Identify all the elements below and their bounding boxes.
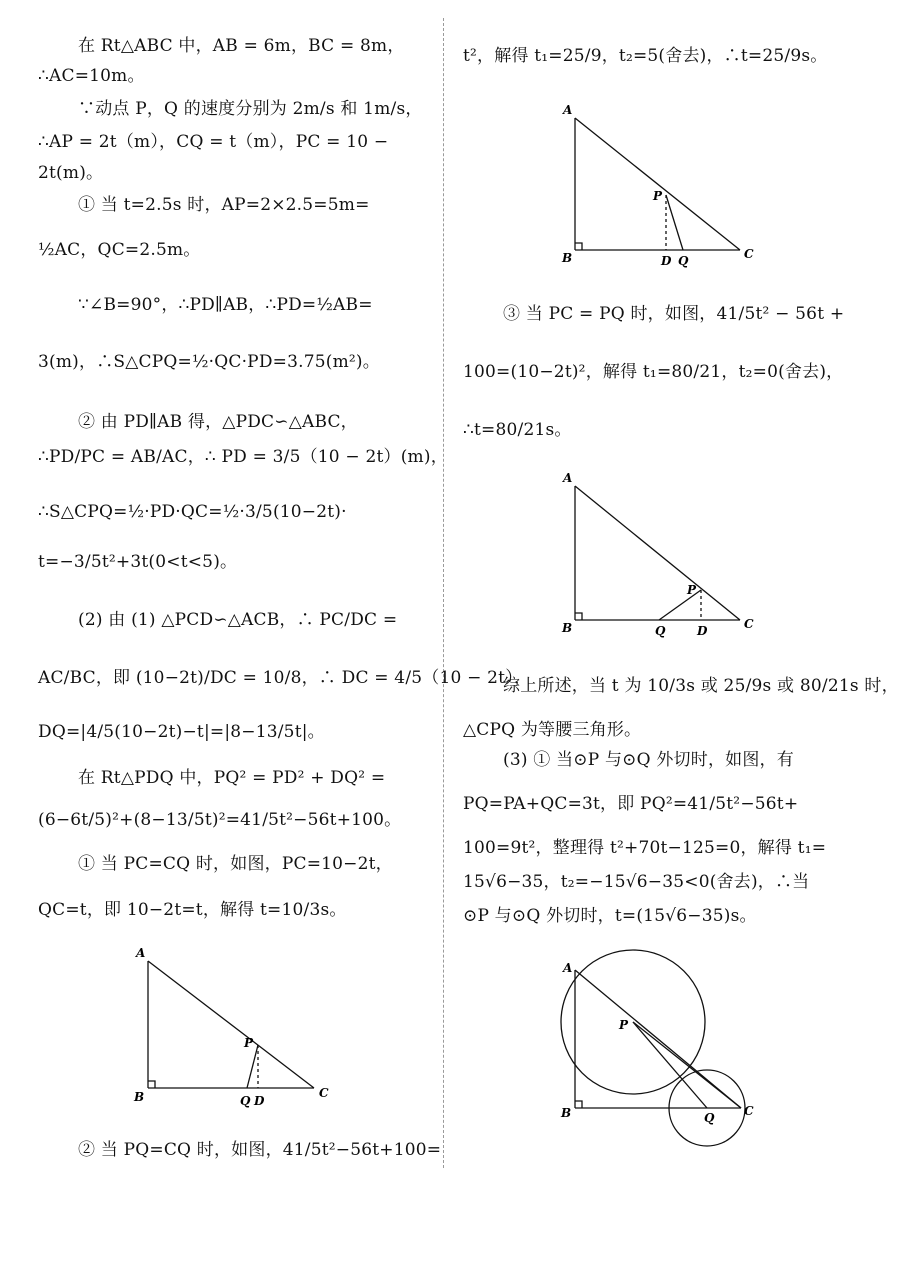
- point-label-p: P: [619, 1018, 629, 1032]
- text-line: ∵∠B=90°，∴PD∥AB，∴PD=½AB=: [78, 295, 373, 315]
- text-line: 在 Rt△ABC 中，AB = 6m，BC = 8m，: [78, 36, 405, 56]
- text-line: DQ=|4/5(10−2t)−t|=|8−13/5t|。: [38, 722, 325, 742]
- text-line: t²，解得 t₁=25/9，t₂=5(舍去)，∴t=25/9s。: [463, 46, 828, 66]
- text-line: 100=(10−2t)²，解得 t₁=80/21，t₂=0(舍去)，: [463, 362, 844, 382]
- point-label-c: C: [744, 617, 754, 631]
- point-label-b: B: [562, 251, 573, 265]
- point-label-q: Q: [704, 1111, 715, 1125]
- text-line: ① 当 PC=CQ 时，如图，PC=10−2t，: [78, 854, 393, 874]
- point-label-p: P: [244, 1036, 254, 1050]
- text-line: (3) ① 当⊙P 与⊙Q 外切时，如图，有: [503, 750, 794, 770]
- point-label-a: A: [563, 961, 573, 975]
- point-label-c: C: [744, 1104, 754, 1118]
- point-label-c: C: [744, 247, 754, 261]
- text-line: (2) 由 (1) △PCD∽△ACB，∴ PC/DC =: [78, 610, 398, 630]
- text-line: ② 由 PD∥AB 得，△PDC∽△ABC，: [78, 412, 358, 432]
- point-label-d: D: [697, 624, 708, 638]
- point-label-b: B: [562, 621, 573, 635]
- point-label-q: Q: [240, 1094, 251, 1108]
- text-line: ② 当 PQ=CQ 时，如图，41/5t²−56t+100=: [78, 1140, 442, 1160]
- point-label-p: P: [653, 189, 663, 203]
- point-label-p: P: [687, 583, 697, 597]
- text-line: QC=t，即 10−2t=t，解得 t=10/3s。: [38, 900, 347, 920]
- text-line: 综上所述，当 t 为 10/3s 或 25/9s 或 80/21s 时，: [503, 676, 899, 696]
- text-line: 15√6−35，t₂=−15√6−35<0(舍去)，∴当: [463, 872, 810, 892]
- text-line: ∴S△CPQ=½·PD·QC=½·3/5(10−2t)·: [38, 502, 347, 522]
- point-label-a: A: [563, 103, 573, 117]
- point-label-q: Q: [655, 624, 666, 638]
- text-line: ∴t=80/21s。: [463, 420, 572, 440]
- text-line: 2t(m)。: [38, 163, 104, 183]
- point-label-q: Q: [678, 254, 689, 268]
- point-label-b: B: [561, 1106, 572, 1120]
- text-line: ½AC，QC=2.5m。: [38, 240, 201, 260]
- text-line: 3(m)，∴S△CPQ=½·QC·PD=3.75(m²)。: [38, 352, 380, 372]
- point-label-d: D: [661, 254, 672, 268]
- text-line: ⊙P 与⊙Q 外切时，t=(15√6−35)s。: [463, 906, 757, 926]
- text-line: (6−6t/5)²+(8−13/5t)²=41/5t²−56t+100。: [38, 810, 402, 830]
- text-line: 100=9t²，整理得 t²+70t−125=0，解得 t₁=: [463, 838, 827, 858]
- text-line: ∵动点 P，Q 的速度分别为 2m/s 和 1m/s，: [78, 99, 423, 119]
- figure-tangent-circles: [555, 945, 795, 1155]
- text-line: ∴AC=10m。: [38, 66, 145, 86]
- column-divider: [443, 18, 444, 1168]
- text-line: 在 Rt△PDQ 中，PQ² = PD² + DQ² =: [78, 768, 386, 788]
- text-line: PQ=PA+QC=3t，即 PQ²=41/5t²−56t+: [463, 794, 799, 814]
- text-line: △CPQ 为等腰三角形。: [463, 720, 642, 740]
- point-label-a: A: [563, 471, 573, 485]
- point-label-b: B: [134, 1090, 145, 1104]
- text-line: ③ 当 PC = PQ 时，如图，41/5t² − 56t +: [503, 304, 845, 324]
- text-line: ∴PD/PC = AB/AC，∴ PD = 3/5（10 − 2t）(m)，: [38, 447, 448, 467]
- figure-triangle-case-1: [130, 945, 340, 1115]
- text-line: ① 当 t=2.5s 时，AP=2×2.5=5m=: [78, 195, 370, 215]
- text-line: AC/BC，即 (10−2t)/DC = 10/8，∴ DC = 4/5（10 − 2t），: [38, 668, 532, 688]
- text-line: ∴AP = 2t（m），CQ = t（m），PC = 10 −: [38, 132, 389, 152]
- point-label-d: D: [254, 1094, 265, 1108]
- figure-triangle-case-2: [560, 100, 770, 270]
- point-label-a: A: [136, 946, 146, 960]
- text-line: t=−3/5t²+3t(0<t<5)。: [38, 552, 238, 572]
- figure-triangle-case-3: [560, 470, 770, 640]
- point-label-c: C: [319, 1086, 329, 1100]
